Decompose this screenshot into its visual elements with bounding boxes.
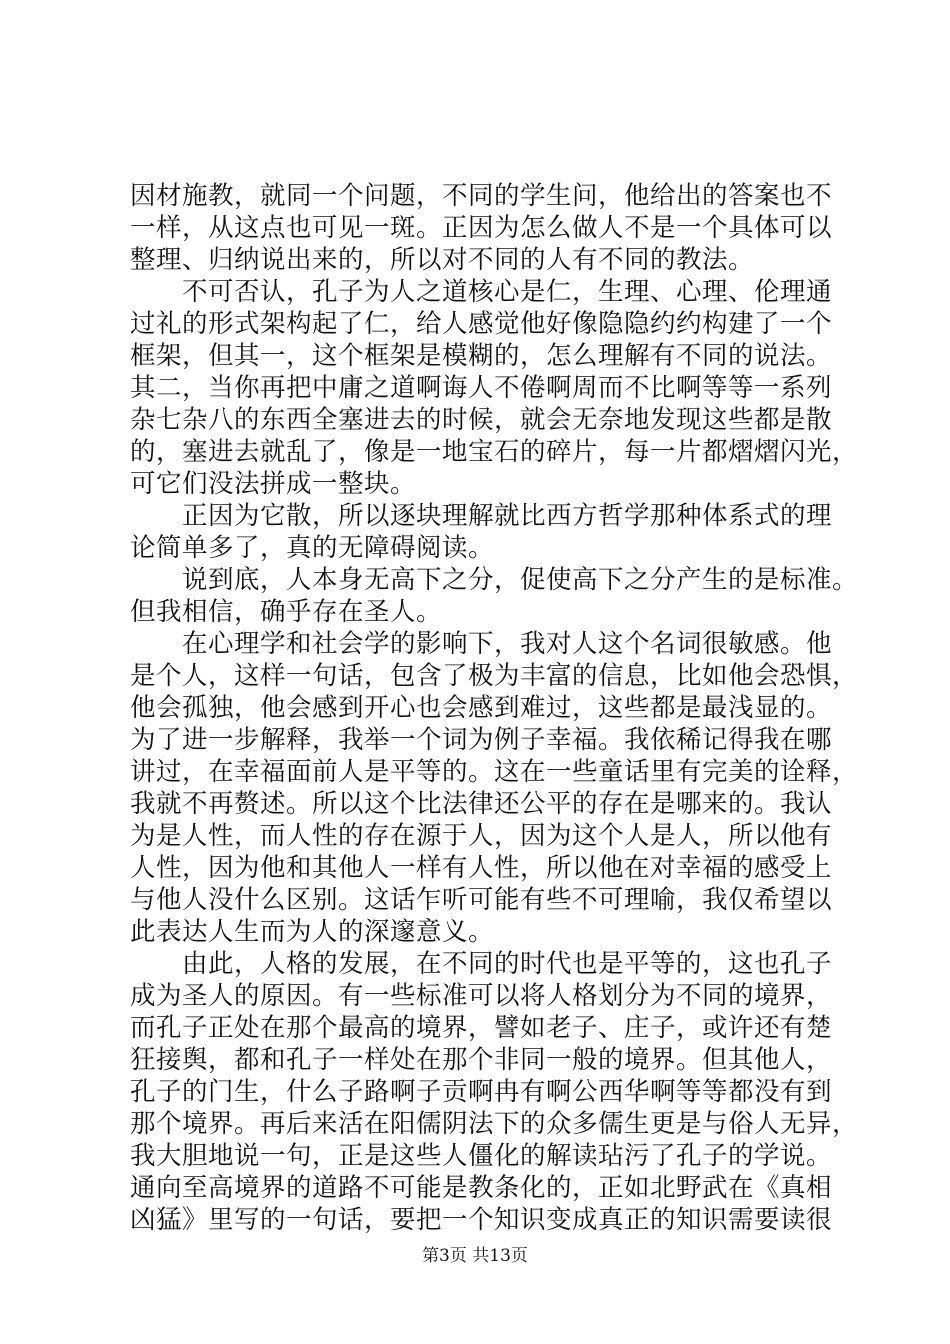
text-line: 人性，因为他和其他人一样有人性，所以他在对幸福的感受上 (130, 853, 833, 883)
text-line: 与他人没什么区别。这话乍听可能有些不可理喻，我仅希望以 (130, 885, 833, 915)
text-line: 我就不再赘述。所以这个比法律还公平的存在是哪来的。我认 (130, 789, 833, 819)
text-line: 为了进一步解释，我举一个词为例子幸福。我依稀记得我在哪 (130, 725, 833, 755)
text-line: 框架，但其一，这个框架是模糊的，怎么理解有不同的说法。 (130, 341, 833, 371)
text-line: 可它们没法拼成一整块。 (130, 469, 417, 499)
text-line: 一样，从这点也可见一斑。正因为怎么做人不是一个具体可以 (130, 213, 833, 243)
text-line: 正因为它散，所以逐块理解就比西方哲学那种体系式的理 (130, 501, 833, 531)
document-body (130, 180, 860, 1236)
text-line: 在心理学和社会学的影响下，我对人这个名词很敏感。他 (130, 629, 833, 659)
text-line: 杂七杂八的东西全塞进去的时候，就会无奈地发现这些都是散 (130, 405, 833, 435)
text-line: 的，塞进去就乱了，像是一地宝石的碎片，每一片都熠熠闪光， (130, 437, 859, 467)
text-line: 其二，当你再把中庸之道啊诲人不倦啊周而不比啊等等一系列 (130, 373, 833, 403)
text-line: 不可否认，孔子为人之道核心是仁，生理、心理、伦理通 (130, 277, 833, 307)
text-line: 凶猛》里写的一句话，要把一个知识变成真正的知识需要读很 (130, 1205, 833, 1235)
text-line: 但我相信，确乎存在圣人。 (130, 597, 443, 627)
text-line: 我大胆地说一句，正是这些人僵化的解读玷污了孔子的学说。 (130, 1141, 833, 1171)
text-line: 讲过，在幸福面前人是平等的。这在一些童话里有完美的诠释， (130, 757, 859, 787)
text-line: 而孔子正处在那个最高的境界，譬如老子、庄子，或许还有楚 (130, 1013, 833, 1043)
text-line: 通向至高境界的道路不可能是教条化的，正如北野武在《真相 (130, 1173, 833, 1203)
text-line: 孔子的门生，什么子路啊子贡啊冉有啊公西华啊等等都没有到 (130, 1077, 833, 1107)
text-line: 因材施教，就同一个问题，不同的学生问，他给出的答案也不 (130, 181, 833, 211)
text-line: 成为圣人的原因。有一些标准可以将人格划分为不同的境界， (130, 981, 833, 1011)
text-line: 说到底，人本身无高下之分，促使高下之分产生的是标准。 (130, 565, 859, 595)
page-number-footer: 第3页 共13页 (422, 1246, 528, 1266)
text-line: 此表达人生而为人的深邃意义。 (130, 917, 495, 947)
text-line: 过礼的形式架构起了仁，给人感觉他好像隐隐约约构建了一个 (130, 309, 833, 339)
text-line: 整理、归纳说出来的，所以对不同的人有不同的教法。 (130, 245, 755, 275)
text-line: 那个境界。再后来活在阳儒阴法下的众多儒生更是与俗人无异， (130, 1109, 859, 1139)
text-line: 他会孤独，他会感到开心也会感到难过，这些都是最浅显的。 (130, 693, 833, 723)
text-line: 由此，人格的发展，在不同的时代也是平等的，这也孔子 (130, 949, 833, 979)
text-line: 狂接舆，都和孔子一样处在那个非同一般的境界。但其他人， (130, 1045, 833, 1075)
text-line: 是个人，这样一句话，包含了极为丰富的信息，比如他会恐惧， (130, 661, 859, 691)
text-line: 论简单多了，真的无障碍阅读。 (130, 533, 495, 563)
text-line: 为是人性，而人性的存在源于人，因为这个人是人，所以他有 (130, 821, 833, 851)
